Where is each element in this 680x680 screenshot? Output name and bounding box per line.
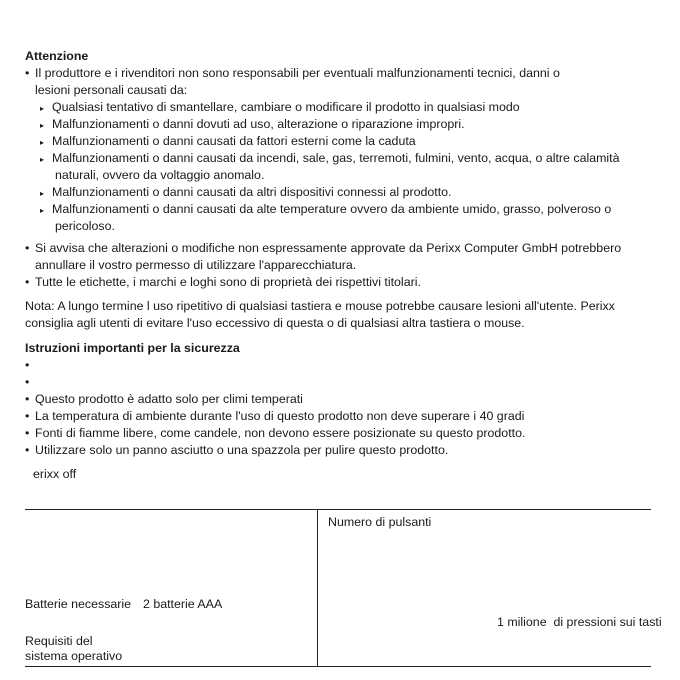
os-label-line2: sistema operativo xyxy=(25,649,123,663)
subbullet-glyph: ▸ xyxy=(40,121,45,130)
bullet-glyph: • xyxy=(25,66,30,80)
note-line: Nota: A lungo termine l uso ripetitivo di qualsiasi tastiera e mouse potrebbe causare lesioni all'utente. Perixx xyxy=(25,299,615,313)
attention-subitem: ▸ Malfunzionamenti o danni causati da alte temperature ovvero da ambiente umido, grasso, polveroso o xyxy=(40,201,611,219)
attention-subitem: ▸ Malfunzionamenti o danni causati da fattori esterni come la caduta xyxy=(40,133,416,151)
bullet-glyph: • xyxy=(25,358,30,372)
buttons-label: Numero di pulsanti xyxy=(328,515,432,529)
subbullet-glyph: ▸ xyxy=(40,155,45,164)
subbullet-glyph: ▸ xyxy=(40,138,45,147)
bullet-glyph: • xyxy=(25,426,30,440)
note-line: consiglia agli utenti di evitare l'uso eccessivo di questa o di qualsiasi altra tastiera o mouse. xyxy=(25,316,525,330)
subbullet-glyph: ▸ xyxy=(40,206,45,215)
safety-item xyxy=(25,374,35,391)
table-top-border xyxy=(25,509,651,510)
attention-subitem-cont: pericoloso. xyxy=(55,219,115,233)
bullet-glyph: • xyxy=(25,275,30,289)
bullet-glyph: • xyxy=(25,392,30,406)
attention-heading: Attenzione xyxy=(25,49,89,63)
attention-bullet-2-cont: annullare il vostro permesso di utilizzare l'apparecchiatura. xyxy=(35,258,357,272)
safety-item xyxy=(25,357,35,374)
attention-bullet-1: • Il produttore e i rivenditori non sono responsabili per eventuali malfunzionamenti tecnici, danni o xyxy=(25,66,560,80)
attention-bullet-2: • Si avvisa che alterazioni o modifiche non espressamente approvate da Perixx Computer GmbH potrebbero xyxy=(25,241,622,255)
safety-item: • Fonti di fiamme libere, come candele, non devono essere posizionate su questo prodotto. xyxy=(25,426,526,440)
attention-bullet-3: • Tutte le etichette, i marchi e loghi sono di proprietà dei rispettivi titolari. xyxy=(25,275,421,289)
safety-heading: Istruzioni importanti per la sicurezza xyxy=(25,341,240,355)
table-bottom-border xyxy=(25,666,651,667)
bullet-glyph: • xyxy=(25,443,30,457)
bullet-glyph: • xyxy=(25,375,30,389)
batteries-label: Batterie necessarie xyxy=(25,597,132,611)
safety-item: • La temperatura di ambiente durante l'uso di questo prodotto non deve superare i 40 gradi xyxy=(25,409,525,423)
trailing-text: erixx off xyxy=(33,467,77,481)
attention-bullet-1-cont: lesioni personali causati da: xyxy=(35,83,188,97)
subbullet-glyph: ▸ xyxy=(40,189,45,198)
attention-subitem: ▸ Malfunzionamenti o danni causati da altri dispositivi connessi al prodotto. xyxy=(40,184,451,202)
bullet-glyph: • xyxy=(25,241,30,255)
keystrokes-value: 1 milione di pressioni sui tasti xyxy=(497,615,662,629)
attention-subitem: ▸ Malfunzionamenti o danni dovuti ad uso, alterazione o riparazione impropri. xyxy=(40,116,465,134)
os-label-line1: Requisiti del xyxy=(25,634,93,648)
bullet-glyph: • xyxy=(25,409,30,423)
batteries-value: 2 batterie AAA xyxy=(143,597,223,611)
attention-subitem: ▸ Qualsiasi tentativo di smantellare, cambiare o modificare il prodotto in qualsiasi modo xyxy=(40,99,520,117)
safety-item: • Questo prodotto è adatto solo per climi temperati xyxy=(25,392,303,406)
attention-subitem-cont: naturali, ovvero da voltaggio anomalo. xyxy=(55,168,265,182)
safety-item: • Utilizzare solo un panno asciutto o una spazzola per pulire questo prodotto. xyxy=(25,443,449,457)
subbullet-glyph: ▸ xyxy=(40,104,45,113)
attention-subitem: ▸ Malfunzionamenti o danni causati da incendi, sale, gas, terremoti, fulmini, vento, acqua, o altre calamità xyxy=(40,150,620,168)
table-column-divider xyxy=(317,509,318,667)
